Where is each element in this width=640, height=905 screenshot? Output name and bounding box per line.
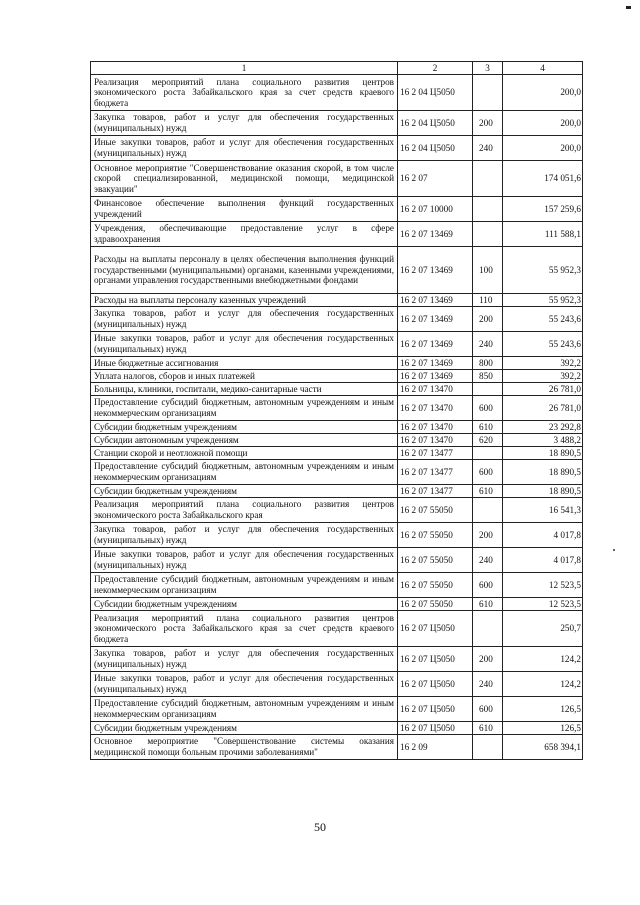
cell-name: Предоставление субсидий бюджетным, автономным учреждениям и иным некоммерческим организациям — [91, 396, 398, 421]
cell-amount: 26 781,0 — [503, 383, 583, 396]
cell-amount: 16 541,3 — [503, 498, 583, 523]
cell-amount: 12 523,5 — [503, 598, 583, 611]
cell-code: 16 2 07 55050 — [398, 573, 473, 598]
table-row — [91, 598, 583, 611]
scan-mark — [626, 6, 631, 9]
header-cell-code: 2 — [398, 62, 473, 75]
cell-vr: 200 — [473, 647, 503, 672]
cell-vr: 600 — [473, 396, 503, 421]
cell-name: Иные закупки товаров, работ и услуг для обеспечения государственных (муниципальных) нужд — [91, 136, 398, 161]
cell-code: 16 2 04 Ц5050 — [398, 75, 473, 111]
cell-code: 16 2 07 13469 — [398, 247, 473, 294]
cell-vr — [473, 611, 503, 647]
table-row — [91, 357, 583, 370]
table-row — [91, 197, 583, 222]
cell-amount: 3 488,2 — [503, 434, 583, 447]
cell-vr: 800 — [473, 357, 503, 370]
cell-amount: 157 259,6 — [503, 197, 583, 222]
table-row — [91, 498, 583, 523]
cell-vr: 200 — [473, 111, 503, 136]
table-row — [91, 611, 583, 647]
cell-code: 16 2 07 13469 — [398, 370, 473, 383]
cell-code: 16 2 07 Ц5050 — [398, 647, 473, 672]
cell-code: 16 2 07 13469 — [398, 294, 473, 307]
cell-code: 16 2 04 Ц5050 — [398, 111, 473, 136]
budget-table — [90, 61, 583, 760]
cell-vr: 610 — [473, 598, 503, 611]
table-row — [91, 548, 583, 573]
cell-code: 16 2 07 13477 — [398, 460, 473, 485]
cell-name: Предоставление субсидий бюджетным, автономным учреждениям и иным некоммерческим организациям — [91, 573, 398, 598]
cell-code: 16 2 07 55050 — [398, 548, 473, 573]
cell-name: Станции скорой и неотложной помощи — [91, 447, 398, 460]
cell-name: Субсидии автономным учреждениям — [91, 434, 398, 447]
cell-name: Финансовое обеспечение выполнения функций государственных учреждений — [91, 197, 398, 222]
cell-name: Субсидии бюджетным учреждениям — [91, 485, 398, 498]
cell-vr — [473, 222, 503, 247]
cell-vr: 110 — [473, 294, 503, 307]
cell-name: Предоставление субсидий бюджетным, автономным учреждениям и иным некоммерческим организациям — [91, 460, 398, 485]
table-row — [91, 111, 583, 136]
cell-amount: 18 890,5 — [503, 485, 583, 498]
cell-name: Закупка товаров, работ и услуг для обеспечения государственных (муниципальных) нужд — [91, 647, 398, 672]
table-row — [91, 75, 583, 111]
cell-code: 16 2 07 13470 — [398, 396, 473, 421]
table-row — [91, 647, 583, 672]
cell-name: Реализация мероприятий плана социального развития центров экономического роста Забайкальского края — [91, 498, 398, 523]
cell-name: Расходы на выплаты персоналу в целях обеспечения выполнения функций государственными (муниципальными) органами, казенными учреждениями, органами управления государственными внебюджетными фондами — [91, 247, 398, 294]
cell-name: Субсидии бюджетным учреждениям — [91, 722, 398, 735]
table-row — [91, 396, 583, 421]
table-row — [91, 222, 583, 247]
table-row — [91, 383, 583, 396]
cell-code: 16 2 07 55050 — [398, 523, 473, 548]
table-row — [91, 434, 583, 447]
cell-code: 16 2 07 13477 — [398, 485, 473, 498]
cell-name: Закупка товаров, работ и услуг для обеспечения государственных (муниципальных) нужд — [91, 111, 398, 136]
cell-vr: 620 — [473, 434, 503, 447]
table-row — [91, 573, 583, 598]
cell-vr: 600 — [473, 573, 503, 598]
table-row — [91, 247, 583, 294]
table-row — [91, 136, 583, 161]
cell-amount: 55 243,6 — [503, 307, 583, 332]
table-row — [91, 485, 583, 498]
cell-name: Основное мероприятие "Совершенствование системы оказания медицинской помощи больным прочими заболеваниями" — [91, 735, 398, 760]
cell-vr — [473, 735, 503, 760]
cell-name: Закупка товаров, работ и услуг для обеспечения государственных (муниципальных) нужд — [91, 523, 398, 548]
cell-code: 16 2 07 Ц5050 — [398, 722, 473, 735]
table-row — [91, 523, 583, 548]
table-row — [91, 294, 583, 307]
table-row — [91, 697, 583, 722]
cell-code: 16 2 07 13469 — [398, 307, 473, 332]
cell-vr: 200 — [473, 523, 503, 548]
cell-code: 16 2 07 55050 — [398, 598, 473, 611]
header-cell-vr: 3 — [473, 62, 503, 75]
cell-amount: 250,7 — [503, 611, 583, 647]
cell-name: Больницы, клиники, госпитали, медико-санитарные части — [91, 383, 398, 396]
cell-name: Учреждения, обеспечивающие предоставление услуг в сфере здравоохранения — [91, 222, 398, 247]
cell-amount: 4 017,8 — [503, 548, 583, 573]
cell-amount: 18 890,5 — [503, 460, 583, 485]
table-row — [91, 161, 583, 197]
cell-vr: 240 — [473, 332, 503, 357]
cell-vr: 610 — [473, 485, 503, 498]
table-row — [91, 722, 583, 735]
table-row — [91, 421, 583, 434]
cell-amount: 55 952,3 — [503, 294, 583, 307]
cell-code: 16 2 09 — [398, 735, 473, 760]
cell-name: Основное мероприятие "Совершенствование оказания скорой, в том числе скорой специализированной, медицинской помощи, медицинской эвакуации" — [91, 161, 398, 197]
header-cell-amount: 4 — [503, 62, 583, 75]
table-row — [91, 370, 583, 383]
cell-amount: 26 781,0 — [503, 396, 583, 421]
cell-amount: 392,2 — [503, 370, 583, 383]
cell-code: 16 2 07 Ц5050 — [398, 672, 473, 697]
cell-amount: 658 394,1 — [503, 735, 583, 760]
cell-vr: 610 — [473, 421, 503, 434]
header-cell-name: 1 — [91, 62, 398, 75]
cell-name: Реализация мероприятий плана социального развития центров экономического роста Забайкальского края за счет средств краевого бюджета — [91, 75, 398, 111]
cell-amount: 124,2 — [503, 672, 583, 697]
page-number: 50 — [314, 820, 326, 834]
cell-code: 16 2 07 13470 — [398, 434, 473, 447]
table-row — [91, 447, 583, 460]
cell-code: 16 2 07 55050 — [398, 498, 473, 523]
cell-amount: 392,2 — [503, 357, 583, 370]
cell-vr: 240 — [473, 136, 503, 161]
cell-vr: 600 — [473, 697, 503, 722]
cell-vr: 600 — [473, 460, 503, 485]
cell-amount: 200,0 — [503, 111, 583, 136]
cell-name: Уплата налогов, сборов и иных платежей — [91, 370, 398, 383]
cell-amount: 174 051,6 — [503, 161, 583, 197]
cell-name: Реализация мероприятий плана социального развития центров экономического роста Забайкальского края за счет средств краевого бюджета — [91, 611, 398, 647]
cell-vr — [473, 383, 503, 396]
cell-amount: 200,0 — [503, 75, 583, 111]
cell-amount: 200,0 — [503, 136, 583, 161]
cell-name: Иные закупки товаров, работ и услуг для обеспечения государственных (муниципальных) нужд — [91, 332, 398, 357]
cell-vr: 850 — [473, 370, 503, 383]
cell-vr — [473, 75, 503, 111]
table-row — [91, 460, 583, 485]
cell-name: Субсидии бюджетным учреждениям — [91, 421, 398, 434]
cell-name: Расходы на выплаты персоналу казенных учреждений — [91, 294, 398, 307]
cell-name: Иные бюджетные ассигнования — [91, 357, 398, 370]
cell-amount: 126,5 — [503, 722, 583, 735]
cell-code: 16 2 07 Ц5050 — [398, 697, 473, 722]
cell-vr — [473, 447, 503, 460]
cell-code: 16 2 07 — [398, 161, 473, 197]
cell-vr — [473, 197, 503, 222]
cell-amount: 111 588,1 — [503, 222, 583, 247]
table-row — [91, 735, 583, 760]
cell-vr: 200 — [473, 307, 503, 332]
cell-code: 16 2 07 13469 — [398, 357, 473, 370]
scan-speck — [613, 549, 615, 551]
cell-name: Субсидии бюджетным учреждениям — [91, 598, 398, 611]
table-row — [91, 672, 583, 697]
cell-vr: 610 — [473, 722, 503, 735]
cell-amount: 4 017,8 — [503, 523, 583, 548]
cell-code: 16 2 04 Ц5050 — [398, 136, 473, 161]
cell-code: 16 2 07 13469 — [398, 222, 473, 247]
cell-amount: 124,2 — [503, 647, 583, 672]
cell-vr — [473, 161, 503, 197]
cell-amount: 23 292,8 — [503, 421, 583, 434]
cell-code: 16 2 07 13470 — [398, 421, 473, 434]
cell-amount: 12 523,5 — [503, 573, 583, 598]
cell-vr: 240 — [473, 548, 503, 573]
cell-amount: 55 952,3 — [503, 247, 583, 294]
cell-amount: 55 243,6 — [503, 332, 583, 357]
cell-code: 16 2 07 13469 — [398, 332, 473, 357]
cell-name: Закупка товаров, работ и услуг для обеспечения государственных (муниципальных) нужд — [91, 307, 398, 332]
cell-vr: 240 — [473, 672, 503, 697]
cell-name: Иные закупки товаров, работ и услуг для обеспечения государственных (муниципальных) нужд — [91, 548, 398, 573]
cell-code: 16 2 07 13470 — [398, 383, 473, 396]
cell-name: Иные закупки товаров, работ и услуг для обеспечения государственных (муниципальных) нужд — [91, 672, 398, 697]
table-header-row — [91, 62, 583, 75]
table-row — [91, 307, 583, 332]
cell-code: 16 2 07 Ц5050 — [398, 611, 473, 647]
cell-name: Предоставление субсидий бюджетным, автономным учреждениям и иным некоммерческим организациям — [91, 697, 398, 722]
cell-code: 16 2 07 10000 — [398, 197, 473, 222]
cell-vr — [473, 498, 503, 523]
cell-amount: 126,5 — [503, 697, 583, 722]
table-row — [91, 332, 583, 357]
cell-amount: 18 890,5 — [503, 447, 583, 460]
cell-code: 16 2 07 13477 — [398, 447, 473, 460]
cell-vr: 100 — [473, 247, 503, 294]
